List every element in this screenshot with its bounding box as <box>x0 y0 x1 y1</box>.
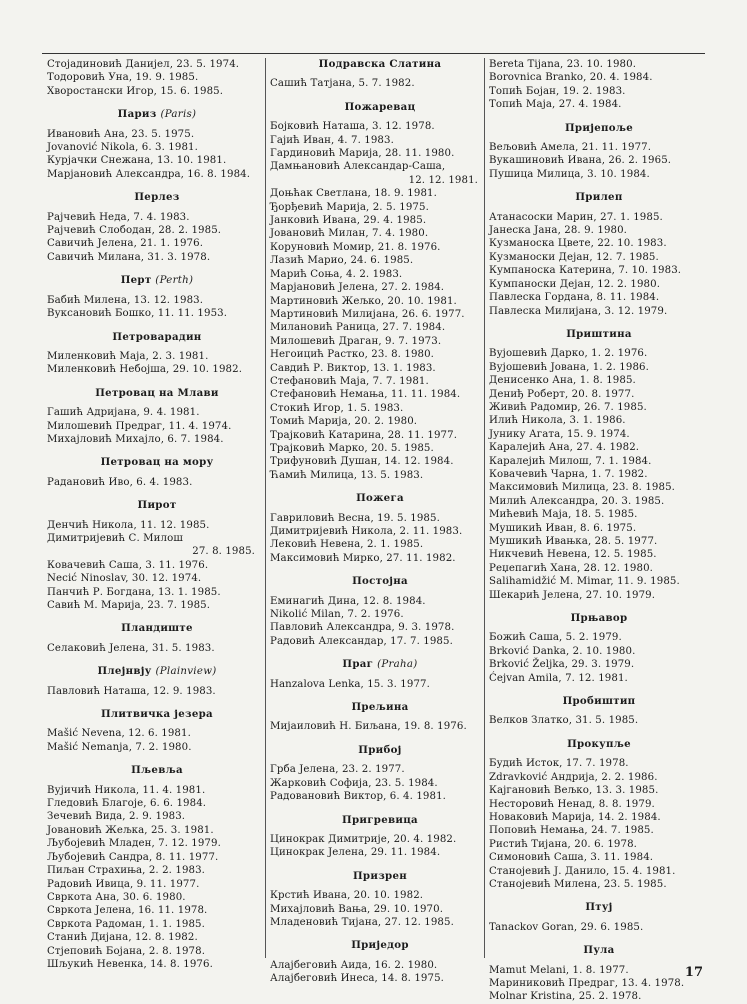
town-name: Прилеп <box>575 191 623 204</box>
name-entry: Марјановић Јелена, 27. 2. 1984. <box>270 282 445 294</box>
name-entry: Љубојевић Сандра, 8. 11. 1977. <box>47 851 219 863</box>
name-entry: Максимовић Милица, 23. 8. 1985. <box>489 482 675 494</box>
town-name: Подравска Слатина <box>318 58 442 70</box>
town-name: Плејнвју <box>97 665 152 678</box>
name-entry: Топић Бојан, 19. 2. 1983. <box>489 85 626 97</box>
name-entry: Марјановић Александра, 16. 8. 1984. <box>47 168 251 180</box>
name-entry: Никчевић Невена, 12. 5. 1985. <box>489 549 657 561</box>
town-heading <box>47 456 267 469</box>
name-entry: Ћамић Милица, 13. 5. 1983. <box>270 469 424 481</box>
name-entry: Јовановић Милан, 7. 4. 1980. <box>270 228 429 240</box>
name-entry: Цинокрак Димитрије, 20. 4. 1982. <box>270 833 457 845</box>
entry-continuation: 12. 12. 1981. <box>408 174 478 186</box>
town-name: Прокупље <box>567 737 631 750</box>
name-entry: Павловић Наташа, 12. 9. 1983. <box>47 685 216 697</box>
name-entry: Новаковић Марија, 14. 2. 1984. <box>489 811 661 823</box>
town-name: Праг <box>342 658 374 671</box>
town-heading <box>47 274 267 287</box>
name-entry: Хворостански Игор, 15. 6. 1985. <box>47 85 224 97</box>
name-entry: Свркота Ана, 30. 6. 1980. <box>47 891 186 903</box>
name-entry: Јунику Агата, 15. 9. 1974. <box>489 428 630 440</box>
name-entry: Грба Јелена, 23. 2. 1977. <box>270 764 405 776</box>
name-entry: Миленковић Маја, 2. 3. 1981. <box>47 350 209 362</box>
town-name: Пљевља <box>131 764 183 777</box>
name-entry: Дамњановић Александар-Саша, <box>270 161 446 173</box>
town-name: Перлез <box>134 191 180 204</box>
name-entry: Милошевић Драган, 9. 7. 1973. <box>270 335 442 347</box>
name-entry: Ковачевић Саша, 3. 11. 1976. <box>47 559 209 571</box>
name-entry: Пушица Милица, 3. 10. 1984. <box>489 168 650 180</box>
name-entry: Јанковић Ивана, 29. 4. 1985. <box>270 215 427 227</box>
town-name: Приштина <box>566 327 632 340</box>
name-entry: Савичић Јелена, 21. 1. 1976. <box>47 238 204 250</box>
town-heading <box>47 764 267 777</box>
town-name: Приједор <box>351 939 409 952</box>
name-entry: Михајловић Вања, 29. 10. 1970. <box>270 903 444 915</box>
town-heading <box>47 387 267 400</box>
town-heading <box>270 701 490 714</box>
name-entry: Реџепагић Хана, 28. 12. 1980. <box>489 562 653 574</box>
town-name: Пожаревац <box>344 100 416 113</box>
name-entry: Мушикић Ивањка, 28. 5. 1977. <box>489 536 658 547</box>
town-heading <box>47 708 267 721</box>
name-entry: Симоновић Саша, 3. 11. 1984. <box>489 852 654 864</box>
name-entry: Дениђ Роберт, 20. 8. 1977. <box>489 388 635 400</box>
town-heading <box>489 695 709 708</box>
name-entry: Стефановић Немања, 11. 11. 1984. <box>270 389 461 401</box>
name-entry: Рајчевић Неда, 7. 4. 1983. <box>47 211 190 223</box>
name-entry: Трајковић Марко, 20. 5. 1985. <box>270 442 434 454</box>
name-entry: Мићевић Маја, 18. 5. 1985. <box>489 509 638 521</box>
town-heading <box>270 101 490 114</box>
name-entry: Лазић Марио, 24. 6. 1985. <box>270 255 414 267</box>
name-entry: Коруновић Момир, 21. 8. 1976. <box>270 241 441 253</box>
name-entry: Цинокрак Јелена, 29. 11. 1984. <box>270 847 441 859</box>
name-entry: Necić Ninoslav, 30. 12. 1974. <box>47 573 202 585</box>
name-entry: Ристић Тијана, 20. 6. 1978. <box>489 838 637 850</box>
name-entry: Павлеска Милијана, 3. 12. 1979. <box>489 305 668 317</box>
name-entry: Вујичић Никола, 11. 4. 1981. <box>47 784 206 796</box>
name-entry: Вујошевић Јована, 1. 2. 1986. <box>489 361 649 373</box>
name-entry: Томић Марија, 20. 2. 1980. <box>270 416 418 428</box>
town-name: Петроварадин <box>112 330 202 343</box>
name-entry: Зечевић Вида, 2. 9. 1983. <box>47 811 186 823</box>
name-entry: Димитријевић С. Милош <box>47 532 183 544</box>
name-entry: Трифуновић Душан, 14. 12. 1984. <box>270 456 454 468</box>
name-entry: Ђорђевић Марија, 2. 5. 1975. <box>270 201 429 213</box>
town-heading <box>489 122 709 135</box>
town-name: Пробиштип <box>562 695 636 708</box>
name-entry: Каралејић Милош, 7. 1. 1984. <box>489 455 652 467</box>
name-entry: Brković Danka, 2. 10. 1980. <box>489 645 636 657</box>
name-entry: Ćejvan Amila, 7. 12. 1981. <box>489 672 628 684</box>
name-entry: Ивановић Ана, 23. 5. 1975. <box>47 128 195 140</box>
town-heading <box>270 814 490 827</box>
town-heading <box>47 108 267 121</box>
name-entry: Каралејић Ана, 27. 4. 1982. <box>489 442 640 454</box>
name-entry: Hanzalova Lenka, 15. 3. 1977. <box>270 678 430 690</box>
town-name: Прибој <box>358 743 402 756</box>
town-heading <box>489 612 709 625</box>
name-entry: Бабић Милена, 13. 12. 1983. <box>47 294 204 306</box>
town-name: Прељина <box>351 701 409 714</box>
name-entry: Гајић Иван, 4. 7. 1983. <box>270 134 394 146</box>
name-entry: Марић Соња, 4. 2. 1983. <box>270 268 403 280</box>
name-entry: Mašić Nemanja, 7. 2. 1980. <box>47 741 192 753</box>
name-entry: Станојевић Милена, 23. 5. 1985. <box>489 878 667 890</box>
name-entry: Brković Željka, 29. 3. 1979. <box>489 659 635 671</box>
name-entry: Курјачки Снежана, 13. 10. 1981. <box>47 155 227 167</box>
town-name: Петровац на мору <box>100 456 214 469</box>
entry-continuation: 27. 8. 1985. <box>192 546 255 558</box>
name-entry: Кумпаноски Дејан, 12. 2. 1980. <box>489 278 661 290</box>
name-entry: Nikolić Milan, 7. 2. 1976. <box>270 609 404 621</box>
name-entry: Панчић Р. Богдана, 13. 1. 1985. <box>47 586 221 598</box>
name-entry: Гардиновић Марија, 28. 11. 1980. <box>270 148 455 160</box>
name-entry: Кајгановић Вељко, 13. 3. 1985. <box>489 785 659 797</box>
name-entry: Илић Никола, 3. 1. 1986. <box>489 415 626 427</box>
name-entry: Мариниковић Предраг, 13. 4. 1978. <box>489 977 685 989</box>
name-entry: Свркота Јелена, 16. 11. 1978. <box>47 905 208 917</box>
town-heading <box>270 58 490 71</box>
name-entry: Гавриловић Весна, 19. 5. 1985. <box>270 512 440 524</box>
town-name: Плитвичка језера <box>101 708 213 721</box>
name-entry: Радовић Ивица, 9. 11. 1977. <box>47 878 200 890</box>
town-heading <box>270 870 490 883</box>
town-alt-name: (Praha) <box>377 659 418 671</box>
name-entry: Несторовић Ненад, 8. 8. 1979. <box>489 798 655 810</box>
town-name: Постојна <box>352 575 408 588</box>
name-entry: Стјеповић Бојана, 2. 8. 1978. <box>47 945 206 957</box>
name-entry: Јанеска Јана, 28. 9. 1980. <box>489 225 628 237</box>
name-entry: Павловић Александра, 9. 3. 1978. <box>270 622 455 634</box>
name-entry: Милановић Раница, 27. 7. 1984. <box>270 322 446 334</box>
name-entry: Вуксановић Бошко, 11. 11. 1953. <box>47 308 228 320</box>
name-entry: Савић М. Марија, 23. 7. 1985. <box>47 600 211 611</box>
name-entry: Шекарић Јелена, 27. 10. 1979. <box>489 589 656 601</box>
name-entry: Стојадиновић Данијел, 23. 5. 1974. <box>47 59 240 70</box>
name-entry: Лековић Невена, 2. 1. 1985. <box>270 539 424 551</box>
name-entry: Атанасоски Марин, 27. 1. 1985. <box>489 211 663 223</box>
town-heading <box>47 191 267 204</box>
name-entry: Borovnica Branko, 20. 4. 1984. <box>489 72 653 84</box>
town-heading <box>489 738 709 751</box>
town-heading <box>489 944 709 957</box>
column-middle <box>265 58 490 985</box>
town-heading <box>270 492 490 505</box>
page-number: 17 <box>684 965 703 980</box>
name-entry: Стефановић Маја, 7. 7. 1981. <box>270 375 429 387</box>
name-entry: Максимовић Мирко, 27. 11. 1982. <box>270 552 456 564</box>
name-entry: Денисенко Ана, 1. 8. 1985. <box>489 375 636 387</box>
town-name: Петровац на Млави <box>95 386 219 399</box>
town-heading <box>270 658 490 671</box>
name-entry: Негоицић Растко, 23. 8. 1980. <box>270 349 435 361</box>
town-heading <box>489 328 709 341</box>
town-name: Пожега <box>356 492 404 505</box>
town-name: Париз <box>117 108 157 121</box>
town-heading <box>270 744 490 757</box>
name-entry: Миленковић Небојша, 29. 10. 1982. <box>47 364 243 376</box>
name-entry: Шљукић Невенка, 14. 8. 1976. <box>47 958 213 970</box>
name-entry: Тодоровић Уна, 19. 9. 1985. <box>47 72 199 84</box>
town-name: Птуј <box>585 901 613 914</box>
name-entry: Вукашиновић Ивана, 26. 2. 1965. <box>489 155 672 167</box>
town-name: Пландиште <box>121 622 193 635</box>
town-heading <box>270 575 490 588</box>
name-entry: Гледовић Благоје, 6. 6. 1984. <box>47 798 207 810</box>
town-name: Пригревица <box>342 813 418 826</box>
town-name: Перт <box>120 274 152 287</box>
top-rule <box>42 53 705 54</box>
name-entry: Љубојевић Младен, 7. 12. 1979. <box>47 838 221 850</box>
column-right <box>484 58 709 1003</box>
name-entry: Савичић Милана, 31. 3. 1978. <box>47 251 211 263</box>
town-heading <box>47 622 267 635</box>
name-entry: Михајловић Михајло, 6. 7. 1984. <box>47 433 224 445</box>
name-entry: Бојковић Наташа, 3. 12. 1978. <box>270 121 435 133</box>
town-heading <box>489 191 709 204</box>
name-entry: Кумпаноска Катерина, 7. 10. 1983. <box>489 265 682 277</box>
town-heading <box>47 499 267 512</box>
name-entry: Мушикић Иван, 8. 6. 1975. <box>489 522 637 534</box>
name-entry: Јовановић Жељка, 25. 3. 1981. <box>47 824 214 836</box>
town-name: Пријепоље <box>565 121 633 134</box>
name-entry: Денчић Никола, 11. 12. 1985. <box>47 519 210 531</box>
town-heading <box>47 665 267 678</box>
town-alt-name: (Perth) <box>155 275 194 287</box>
name-entry: Живић Радомир, 26. 7. 1985. <box>489 401 647 413</box>
name-entry: Радановић Иво, 6. 4. 1983. <box>47 476 193 488</box>
name-entry: Мартиновић Милијана, 26. 6. 1977. <box>270 308 465 320</box>
name-entry: Вељовић Амела, 21. 11. 1977. <box>489 142 652 154</box>
name-entry: Стокић Игор, 1. 5. 1983. <box>270 402 404 414</box>
name-entry: Поповић Немања, 24. 7. 1985. <box>489 825 654 837</box>
town-heading <box>270 939 490 952</box>
name-entry: Димитријевић Никола, 2. 11. 1983. <box>270 526 463 537</box>
name-entry: Велков Златко, 31. 5. 1985. <box>489 715 639 727</box>
name-entry: Радовић Александар, 17. 7. 1985. <box>270 635 453 647</box>
name-entry: Савдић Р. Виктор, 13. 1. 1983. <box>270 362 436 374</box>
name-entry: Bereta Tijana, 23. 10. 1980. <box>489 59 637 70</box>
name-entry: Младеновић Тијана, 27. 12. 1985. <box>270 916 454 928</box>
name-entry: Селаковић Јелена, 31. 5. 1983. <box>47 642 215 654</box>
town-name: Пирот <box>137 499 177 512</box>
name-entry: Еминагић Дина, 12. 8. 1984. <box>270 595 426 607</box>
name-entry: Вујошевић Дарко, 1. 2. 1976. <box>489 348 648 360</box>
town-heading <box>47 331 267 344</box>
name-entry: Пиљан Страхиња, 2. 2. 1983. <box>47 865 206 877</box>
name-entry: Molnar Kristina, 25. 2. 1978. <box>489 991 642 1003</box>
name-entry: Гашић Адријана, 9. 4. 1981. <box>47 407 200 419</box>
name-entry: Топић Маја, 27. 4. 1984. <box>489 99 622 111</box>
name-entry: Mašić Nevena, 12. 6. 1981. <box>47 728 191 740</box>
name-entry: Рајчевић Слободан, 28. 2. 1985. <box>47 225 222 237</box>
name-entry: Кузманоски Дејан, 12. 7. 1985. <box>489 251 659 263</box>
name-entry: Tanackov Goran, 29. 6. 1985. <box>489 921 644 933</box>
column-left <box>47 58 267 971</box>
town-name: Призрен <box>353 869 407 882</box>
town-heading <box>489 901 709 914</box>
name-entry: Свркота Радоман, 1. 1. 1985. <box>47 918 205 930</box>
name-entry: Трајковић Катарина, 28. 11. 1977. <box>270 429 458 441</box>
name-entry: Павлеска Гордана, 8. 11. 1984. <box>489 292 660 304</box>
name-entry: Мијаиловић Н. Биљана, 19. 8. 1976. <box>270 721 467 733</box>
name-entry: Mamut Melani, 1. 8. 1977. <box>489 964 629 976</box>
name-entry: Zdravković Андрија, 2. 2. 1986. <box>489 771 658 783</box>
name-entry: Кузманоска Цвете, 22. 10. 1983. <box>489 238 667 250</box>
name-entry: Алајбеговић Аида, 16. 2. 1980. <box>270 959 438 971</box>
name-entry: Доњћак Светлана, 18. 9. 1981. <box>270 188 437 200</box>
name-entry: Ковачевић Чарна, 1. 7. 1982. <box>489 468 648 480</box>
name-entry: Станић Дијана, 12. 8. 1982. <box>47 932 198 944</box>
town-name: Прњавор <box>570 612 628 625</box>
town-name: Пула <box>583 944 615 957</box>
town-alt-name: (Plainview) <box>155 666 217 678</box>
name-entry: Станојевић Ј. Данило, 15. 4. 1981. <box>489 865 676 877</box>
name-entry: Сашић Татјана, 5. 7. 1982. <box>270 78 415 90</box>
name-entry: Радовановић Виктор, 6. 4. 1981. <box>270 791 446 803</box>
name-entry: Мартиновић Жељко, 20. 10. 1981. <box>270 295 457 307</box>
name-entry: Jovanović Nikola, 6. 3. 1981. <box>47 142 198 154</box>
name-entry: Божић Саша, 5. 2. 1979. <box>489 632 622 644</box>
name-entry: Алајбеговић Инеса, 14. 8. 1975. <box>270 973 444 985</box>
name-entry: Salihamidžić M. Mimar, 11. 9. 1985. <box>489 576 680 588</box>
town-alt-name: (Paris) <box>160 109 197 121</box>
name-entry: Крстић Ивана, 20. 10. 1982. <box>270 890 424 902</box>
name-entry: Милошевић Предраг, 11. 4. 1974. <box>47 420 232 432</box>
name-entry: Милић Александра, 20. 3. 1985. <box>489 495 665 507</box>
name-entry: Будић Исток, 17. 7. 1978. <box>489 758 629 770</box>
name-entry: Жарковић Софија, 23. 5. 1984. <box>270 777 438 789</box>
